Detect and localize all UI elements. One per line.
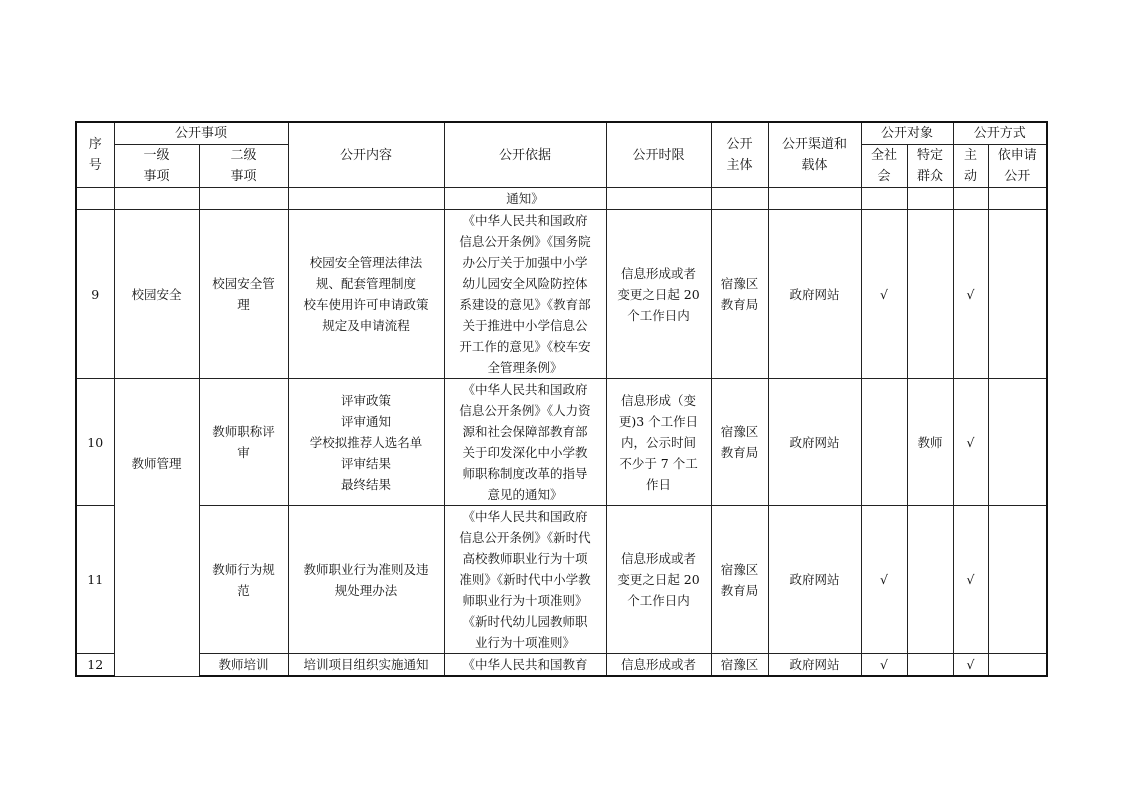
- header-basis: 公开依据: [444, 122, 606, 188]
- row-target-all: √: [861, 654, 907, 677]
- row-method-request: [988, 210, 1047, 379]
- row-target-all: √: [861, 506, 907, 654]
- continuation-row: [76, 188, 1047, 210]
- row-channel: 政府网站: [768, 379, 861, 506]
- row-target-all: √: [861, 210, 907, 379]
- header-target-specific: 特定 群众: [907, 145, 953, 188]
- table-row: [76, 506, 1047, 654]
- row-content: 教师职业行为准则及违 规处理办法: [288, 506, 444, 654]
- row-seq: 11: [76, 506, 114, 654]
- row-basis: 《中华人民共和国政府 信息公开条例》《新时代 高校教师职业行为十项 准则》《新时代中小学教 师职业行为十项准则》 《新时代幼儿园教师职 业行为十项准则》: [444, 506, 606, 654]
- row-target-all: [861, 379, 907, 506]
- row-time-limit: 信息形成（变 更)3 个工作日 内，公示时间 不少于 7 个工 作日: [606, 379, 711, 506]
- row-seq: 9: [76, 210, 114, 379]
- row-time-limit: 信息形成或者: [606, 654, 711, 677]
- row-content: 校园安全管理法律法 规、配套管理制度 校车使用许可申请政策 规定及申请流程: [288, 210, 444, 379]
- table-row: [76, 210, 1047, 379]
- row-basis: 《中华人民共和国政府 信息公开条例》《人力资 源和社会保障部教育部 关于印发深化中小学教 师职称制度改革的指导 意见的通知》: [444, 379, 606, 506]
- row-method-request: [988, 506, 1047, 654]
- header-level2: 二级 事项: [199, 145, 288, 188]
- header-time-limit: 公开时限: [606, 122, 711, 188]
- header-disclosure-item: 公开事项: [114, 122, 288, 145]
- row-target-specific: [907, 506, 953, 654]
- row-level2: 教师职称评 审: [199, 379, 288, 506]
- row-seq: 12: [76, 654, 114, 677]
- disclosure-table: [75, 121, 1048, 677]
- row-content: 培训项目组织实施通知: [288, 654, 444, 677]
- header-method-request: 依申请 公开: [988, 145, 1047, 188]
- header-seq: 序 号: [76, 122, 114, 188]
- row-method-active: √: [953, 210, 988, 379]
- row-basis: 《中华人民共和国教育: [444, 654, 606, 677]
- table-row: [76, 654, 1047, 677]
- row-channel: 政府网站: [768, 210, 861, 379]
- row-time-limit: 信息形成或者 变更之日起 20 个工作日内: [606, 506, 711, 654]
- row-channel: 政府网站: [768, 654, 861, 677]
- row-method-request: [988, 654, 1047, 677]
- row-target-specific: 教师: [907, 379, 953, 506]
- header-method-active: 主 动: [953, 145, 988, 188]
- row-level1: 校园安全: [114, 210, 199, 379]
- row-target-specific: [907, 654, 953, 677]
- header-target: 公开对象: [861, 122, 953, 145]
- header-target-all: 全社 会: [861, 145, 907, 188]
- header-level1: 一级 事项: [114, 145, 199, 188]
- row-basis: 《中华人民共和国政府 信息公开条例》《国务院 办公厅关于加强中小学 幼儿园安全风险防控体 系建设的意见》《教育部 关于推进中小学信息公 开工作的意见》《校车安 全管理条例》: [444, 210, 606, 379]
- header-row-1: [76, 122, 1047, 145]
- row-method-active: √: [953, 379, 988, 506]
- row-level2: 教师行为规 范: [199, 506, 288, 654]
- header-content: 公开内容: [288, 122, 444, 188]
- continuation-basis: 通知》: [444, 188, 606, 210]
- row-method-request: [988, 379, 1047, 506]
- row-method-active: √: [953, 506, 988, 654]
- row-subject: 宿豫区: [711, 654, 768, 677]
- row-time-limit: 信息形成或者 变更之日起 20 个工作日内: [606, 210, 711, 379]
- row-level2: 教师培训: [199, 654, 288, 677]
- header-method: 公开方式: [953, 122, 1047, 145]
- row-method-active: √: [953, 654, 988, 677]
- row-subject: 宿豫区 教育局: [711, 379, 768, 506]
- merged-level1-label: 教师管理: [131, 455, 182, 471]
- header-channel: 公开渠道和 载体: [768, 122, 861, 188]
- row-target-specific: [907, 210, 953, 379]
- row-subject: 宿豫区 教育局: [711, 210, 768, 379]
- row-content: 评审政策 评审通知 学校拟推荐人选名单 评审结果 最终结果: [288, 379, 444, 506]
- header-subject: 公开 主体: [711, 122, 768, 188]
- table-row: [76, 379, 1047, 506]
- row-subject: 宿豫区 教育局: [711, 506, 768, 654]
- merged-level1-teacher-management: [114, 379, 199, 677]
- row-level2: 校园安全管 理: [199, 210, 288, 379]
- row-channel: 政府网站: [768, 506, 861, 654]
- row-seq: 10: [76, 379, 114, 506]
